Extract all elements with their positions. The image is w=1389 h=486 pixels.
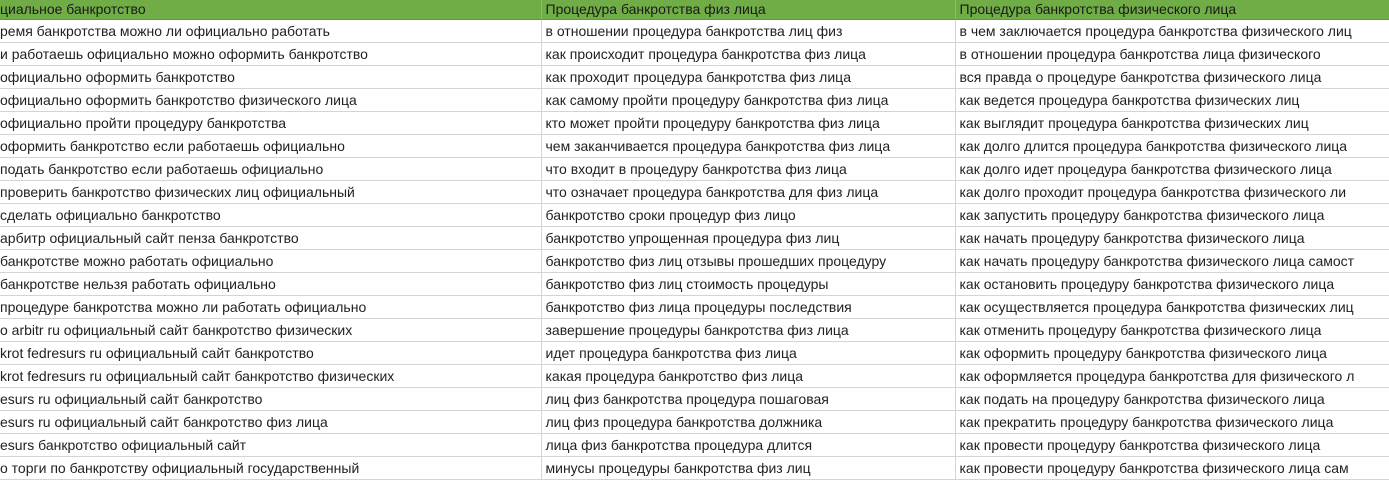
cell-r4-c1[interactable]: официально оформить банкротство физического лица xyxy=(0,89,541,112)
cell-r3-c2[interactable]: как проходит процедура банкротства физ лица xyxy=(541,66,955,89)
cell-r12-c3[interactable]: как остановить процедуру банкротства физического лица xyxy=(955,273,1389,296)
cell-r1-c1[interactable]: ремя банкротства можно ли официально работать xyxy=(0,20,541,43)
table-row xyxy=(0,296,1389,319)
table-row xyxy=(0,411,1389,434)
cell-r15-c3[interactable]: как оформить процедуру банкротства физического лица xyxy=(955,342,1389,365)
table-row xyxy=(0,158,1389,181)
table-row xyxy=(0,204,1389,227)
cell-r7-c3[interactable]: как долго идет процедура банкротства физического лица xyxy=(955,158,1389,181)
cell-r11-c1[interactable]: банкротстве можно работать официально xyxy=(0,250,541,273)
cell-r16-c1[interactable]: krot fedresurs ru официальный сайт банкротство физических xyxy=(0,365,541,388)
cell-r10-c3[interactable]: как начать процедуру банкротства физического лица xyxy=(955,227,1389,250)
table-row xyxy=(0,89,1389,112)
cell-r17-c2[interactable]: лиц физ банкротства процедура пошаговая xyxy=(541,388,955,411)
cell-r8-c2[interactable]: что означает процедура банкротства для физ лица xyxy=(541,181,955,204)
cell-r14-c1[interactable]: о arbitr ru официальный сайт банкротство физических xyxy=(0,319,541,342)
cell-r6-c1[interactable]: оформить банкротство если работаешь официально xyxy=(0,135,541,158)
cell-r14-c3[interactable]: как отменить процедуру банкротства физического лица xyxy=(955,319,1389,342)
cell-r20-c1[interactable]: о торги по банкротству официальный государственный xyxy=(0,457,541,480)
cell-r3-c1[interactable]: официально оформить банкротство xyxy=(0,66,541,89)
cell-r2-c2[interactable]: как происходит процедура банкротства физ лица xyxy=(541,43,955,66)
cell-r6-c3[interactable]: как долго длится процедура банкротства физического лица xyxy=(955,135,1389,158)
cell-r2-c3[interactable]: в отношении процедура банкротства лица физического xyxy=(955,43,1389,66)
table-row xyxy=(0,66,1389,89)
cell-r9-c2[interactable]: банкротство сроки процедур физ лицо xyxy=(541,204,955,227)
cell-r1-c3[interactable]: в чем заключается процедура банкротства физического лиц xyxy=(955,20,1389,43)
cell-r20-c2[interactable]: минусы процедуры банкротства физ лиц xyxy=(541,457,955,480)
cell-r13-c3[interactable]: как осуществляется процедура банкротства физических лиц xyxy=(955,296,1389,319)
cell-r3-c3[interactable]: вся правда о процедуре банкротства физического лица xyxy=(955,66,1389,89)
cell-r17-c1[interactable]: esurs ru официальный сайт банкротство xyxy=(0,388,541,411)
cell-r18-c3[interactable]: как прекратить процедуру банкротства физического лица xyxy=(955,411,1389,434)
cell-r12-c2[interactable]: банкротство физ лиц стоимость процедуры xyxy=(541,273,955,296)
table-row xyxy=(0,365,1389,388)
cell-r9-c3[interactable]: как запустить процедуру банкротства физического лица xyxy=(955,204,1389,227)
cell-r10-c1[interactable]: арбитр официальный сайт пенза банкротство xyxy=(0,227,541,250)
cell-r16-c3[interactable]: как оформляется процедура банкротства для физического л xyxy=(955,365,1389,388)
table-row xyxy=(0,43,1389,66)
cell-r9-c1[interactable]: сделать официально банкротство xyxy=(0,204,541,227)
cell-r19-c1[interactable]: esurs банкротство официальный сайт xyxy=(0,434,541,457)
cell-r20-c3[interactable]: как провести процедуру банкротства физического лица сам xyxy=(955,457,1389,480)
cell-r13-c2[interactable]: банкротство физ лица процедуры последствия xyxy=(541,296,955,319)
table-row xyxy=(0,319,1389,342)
cell-r11-c2[interactable]: банкротство физ лиц отзывы прошедших процедуру xyxy=(541,250,955,273)
table-row xyxy=(0,20,1389,43)
cell-r1-c2[interactable]: в отношении процедура банкротства лиц физ xyxy=(541,20,955,43)
table-row xyxy=(0,112,1389,135)
cell-r5-c3[interactable]: как выглядит процедура банкротства физических лиц xyxy=(955,112,1389,135)
table-row xyxy=(0,227,1389,250)
cell-r16-c2[interactable]: какая процедура банкротство физ лица xyxy=(541,365,955,388)
cell-r8-c1[interactable]: проверить банкротство физических лиц официальный xyxy=(0,181,541,204)
table-row xyxy=(0,273,1389,296)
cell-r2-c1[interactable]: и работаешь официально можно оформить банкротство xyxy=(0,43,541,66)
cell-r14-c2[interactable]: завершение процедуры банкротства физ лица xyxy=(541,319,955,342)
cell-r7-c2[interactable]: что входит в процедуру банкротства физ лица xyxy=(541,158,955,181)
table-row xyxy=(0,434,1389,457)
column-header-3[interactable]: Процедура банкротства физического лица xyxy=(955,0,1389,20)
table-row xyxy=(0,135,1389,158)
table-row xyxy=(0,342,1389,365)
column-header-1[interactable]: циальное банкротство xyxy=(0,0,541,20)
cell-r18-c2[interactable]: лиц физ процедура банкротства должника xyxy=(541,411,955,434)
cell-r15-c2[interactable]: идет процедура банкротства физ лица xyxy=(541,342,955,365)
cell-r11-c3[interactable]: как начать процедуру банкротства физического лица самост xyxy=(955,250,1389,273)
table-row xyxy=(0,250,1389,273)
cell-r6-c2[interactable]: чем заканчивается процедура банкротства физ лица xyxy=(541,135,955,158)
table-row xyxy=(0,457,1389,480)
cell-r12-c1[interactable]: банкротстве нельзя работать официально xyxy=(0,273,541,296)
cell-r4-c2[interactable]: как самому пройти процедуру банкротства физ лица xyxy=(541,89,955,112)
column-header-2[interactable]: Процедура банкротства физ лица xyxy=(541,0,955,20)
table-row xyxy=(0,388,1389,411)
header-row xyxy=(0,0,1389,20)
cell-r5-c2[interactable]: кто может пройти процедуру банкротства физ лица xyxy=(541,112,955,135)
cell-r8-c3[interactable]: как долго проходит процедура банкротства физического ли xyxy=(955,181,1389,204)
cell-r13-c1[interactable]: процедуре банкротства можно ли работать официально xyxy=(0,296,541,319)
cell-r19-c3[interactable]: как провести процедуру банкротства физического лица xyxy=(955,434,1389,457)
table-body xyxy=(0,20,1389,480)
cell-r7-c1[interactable]: подать банкротство если работаешь официально xyxy=(0,158,541,181)
cell-r10-c2[interactable]: банкротство упрощенная процедура физ лиц xyxy=(541,227,955,250)
cell-r17-c3[interactable]: как подать на процедуру банкротства физического лица xyxy=(955,388,1389,411)
cell-r18-c1[interactable]: esurs ru официальный сайт банкротство физ лица xyxy=(0,411,541,434)
table-row xyxy=(0,181,1389,204)
cell-r15-c1[interactable]: krot fedresurs ru официальный сайт банкротство xyxy=(0,342,541,365)
cell-r19-c2[interactable]: лица физ банкротства процедура длится xyxy=(541,434,955,457)
cell-r4-c3[interactable]: как ведется процедура банкротства физических лиц xyxy=(955,89,1389,112)
cell-r5-c1[interactable]: официально пройти процедуру банкротства xyxy=(0,112,541,135)
